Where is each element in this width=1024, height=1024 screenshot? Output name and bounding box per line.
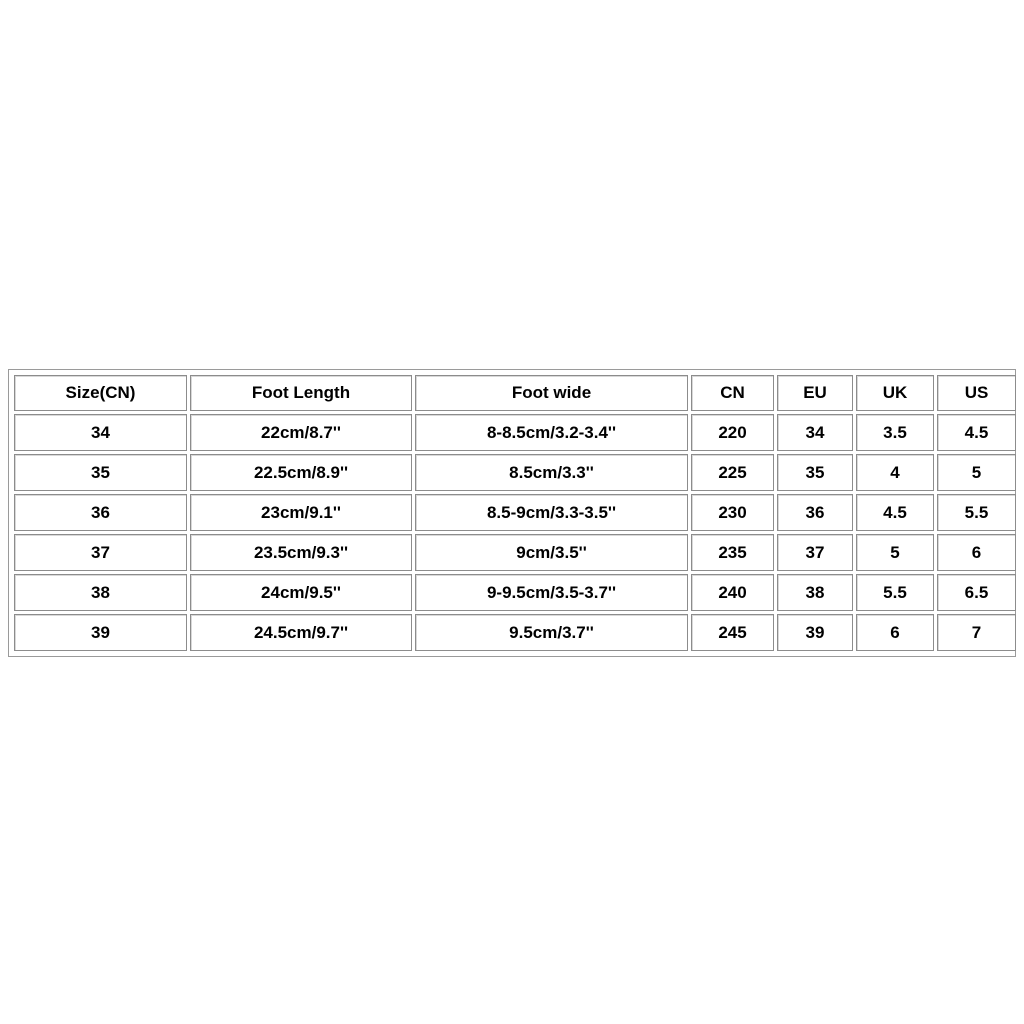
size-chart [8, 369, 1016, 657]
cell-size-cn: 35 [14, 454, 187, 491]
cell-uk: 4 [856, 454, 934, 491]
cell-eu: 39 [777, 614, 853, 651]
cell-eu: 34 [777, 414, 853, 451]
cell-uk: 5 [856, 534, 934, 571]
header-cn: CN [691, 375, 774, 411]
cell-size-cn: 36 [14, 494, 187, 531]
cell-size-cn: 34 [14, 414, 187, 451]
cell-foot-length: 22cm/8.7'' [190, 414, 412, 451]
cell-foot-wide: 8-8.5cm/3.2-3.4'' [415, 414, 688, 451]
cell-eu: 35 [777, 454, 853, 491]
cell-cn: 235 [691, 534, 774, 571]
header-uk: UK [856, 375, 934, 411]
table-row [14, 494, 1016, 531]
table-row [14, 534, 1016, 571]
cell-foot-length: 24cm/9.5'' [190, 574, 412, 611]
cell-cn: 225 [691, 454, 774, 491]
cell-eu: 36 [777, 494, 853, 531]
header-size-cn: Size(CN) [14, 375, 187, 411]
cell-foot-length: 23cm/9.1'' [190, 494, 412, 531]
header-foot-wide: Foot wide [415, 375, 688, 411]
header-us: US [937, 375, 1016, 411]
cell-cn: 245 [691, 614, 774, 651]
cell-uk: 5.5 [856, 574, 934, 611]
header-foot-length: Foot Length [190, 375, 412, 411]
table-row [14, 414, 1016, 451]
cell-uk: 4.5 [856, 494, 934, 531]
cell-us: 6 [937, 534, 1016, 571]
cell-us: 4.5 [937, 414, 1016, 451]
cell-foot-wide: 8.5-9cm/3.3-3.5'' [415, 494, 688, 531]
cell-cn: 240 [691, 574, 774, 611]
cell-foot-wide: 9.5cm/3.7'' [415, 614, 688, 651]
size-chart-table [11, 372, 1019, 654]
cell-size-cn: 37 [14, 534, 187, 571]
cell-foot-length: 23.5cm/9.3'' [190, 534, 412, 571]
cell-cn: 220 [691, 414, 774, 451]
cell-eu: 38 [777, 574, 853, 611]
cell-foot-length: 24.5cm/9.7'' [190, 614, 412, 651]
cell-foot-wide: 9-9.5cm/3.5-3.7'' [415, 574, 688, 611]
cell-us: 7 [937, 614, 1016, 651]
cell-foot-length: 22.5cm/8.9'' [190, 454, 412, 491]
cell-foot-wide: 8.5cm/3.3'' [415, 454, 688, 491]
table-row [14, 574, 1016, 611]
table-row [14, 454, 1016, 491]
header-row [14, 375, 1016, 411]
cell-uk: 6 [856, 614, 934, 651]
cell-size-cn: 38 [14, 574, 187, 611]
cell-us: 5 [937, 454, 1016, 491]
cell-uk: 3.5 [856, 414, 934, 451]
cell-us: 5.5 [937, 494, 1016, 531]
cell-us: 6.5 [937, 574, 1016, 611]
cell-foot-wide: 9cm/3.5'' [415, 534, 688, 571]
cell-cn: 230 [691, 494, 774, 531]
header-eu: EU [777, 375, 853, 411]
table-row [14, 614, 1016, 651]
cell-eu: 37 [777, 534, 853, 571]
cell-size-cn: 39 [14, 614, 187, 651]
